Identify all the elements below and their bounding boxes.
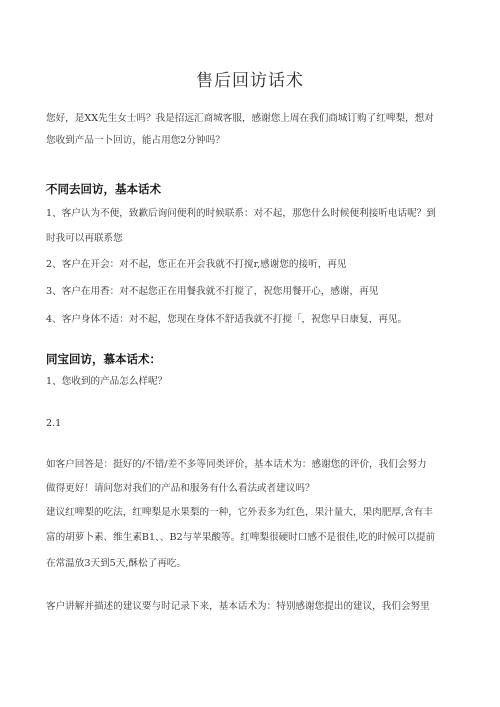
section2-line-3: 建议红啤梨的吃法，红啤梨是水果梨的一种，它外表多为红色，果汁量大，果肉肥厚,含有丰	[46, 507, 433, 518]
page-title: 售后回访话术	[196, 71, 304, 91]
section-heading-1: 不同去回访，基本话术	[46, 182, 161, 196]
section1-line-1: 1、客户认为不便，致歉后询问便利的时候联系：对不起，那您什么时候便利接听电话呢？到	[46, 208, 436, 219]
section2-number: 2.1	[46, 418, 62, 429]
section2-line-2: 做得更好！请问您对我们的产品和服务有什么看法或者建议吗？	[46, 483, 315, 494]
section1-line-2: 时我可以再联系您	[46, 233, 123, 244]
section2-line-6: 客户讲解并描述的建议要与时记录下来，基本话术为：特别感谢您提出的建议，我们会努里	[46, 601, 430, 612]
intro-line-2: 您收到产品一卜回访，能占用您2分钟吗？	[46, 135, 225, 146]
section1-line-5: 4、客户身体不适：对不起，您现在身体不舒适我就不打搅「，祝您早日康复，再见。	[46, 314, 408, 325]
section1-line-4: 3、客户在用香：对不起您正在用餐我就不打搅了，祝您用餐开心，感谢，再见	[46, 286, 379, 297]
section2-line-1: 如客户回答是：挺好的/不错/差不多等同类评价，基本话术为：感谢您的评价，我们会努力	[46, 459, 427, 470]
section2-question-1: 1、您收到的产品怎么样呢？	[46, 376, 168, 387]
section1-line-3: 2、客户在开会：对不起，您正在开会我就不打搅r,感谢您的接听，再见	[46, 259, 347, 270]
section2-line-5: 在常温放3天到5天,酥松了再吃。	[46, 558, 186, 569]
intro-line-1: 您好，是XX先生女士吗？我是招远汇商城客服，感谢您上周在我们商城订购了红啤梨，想对	[46, 113, 434, 124]
section2-line-4: 富的胡萝卜素、维生素B1、、B2与苹果酸等。红啤梨很硬时口感不是很佳,吃的时候可以提前	[46, 532, 436, 543]
section-heading-2: 同宝回访，慕本话术：	[46, 352, 161, 366]
